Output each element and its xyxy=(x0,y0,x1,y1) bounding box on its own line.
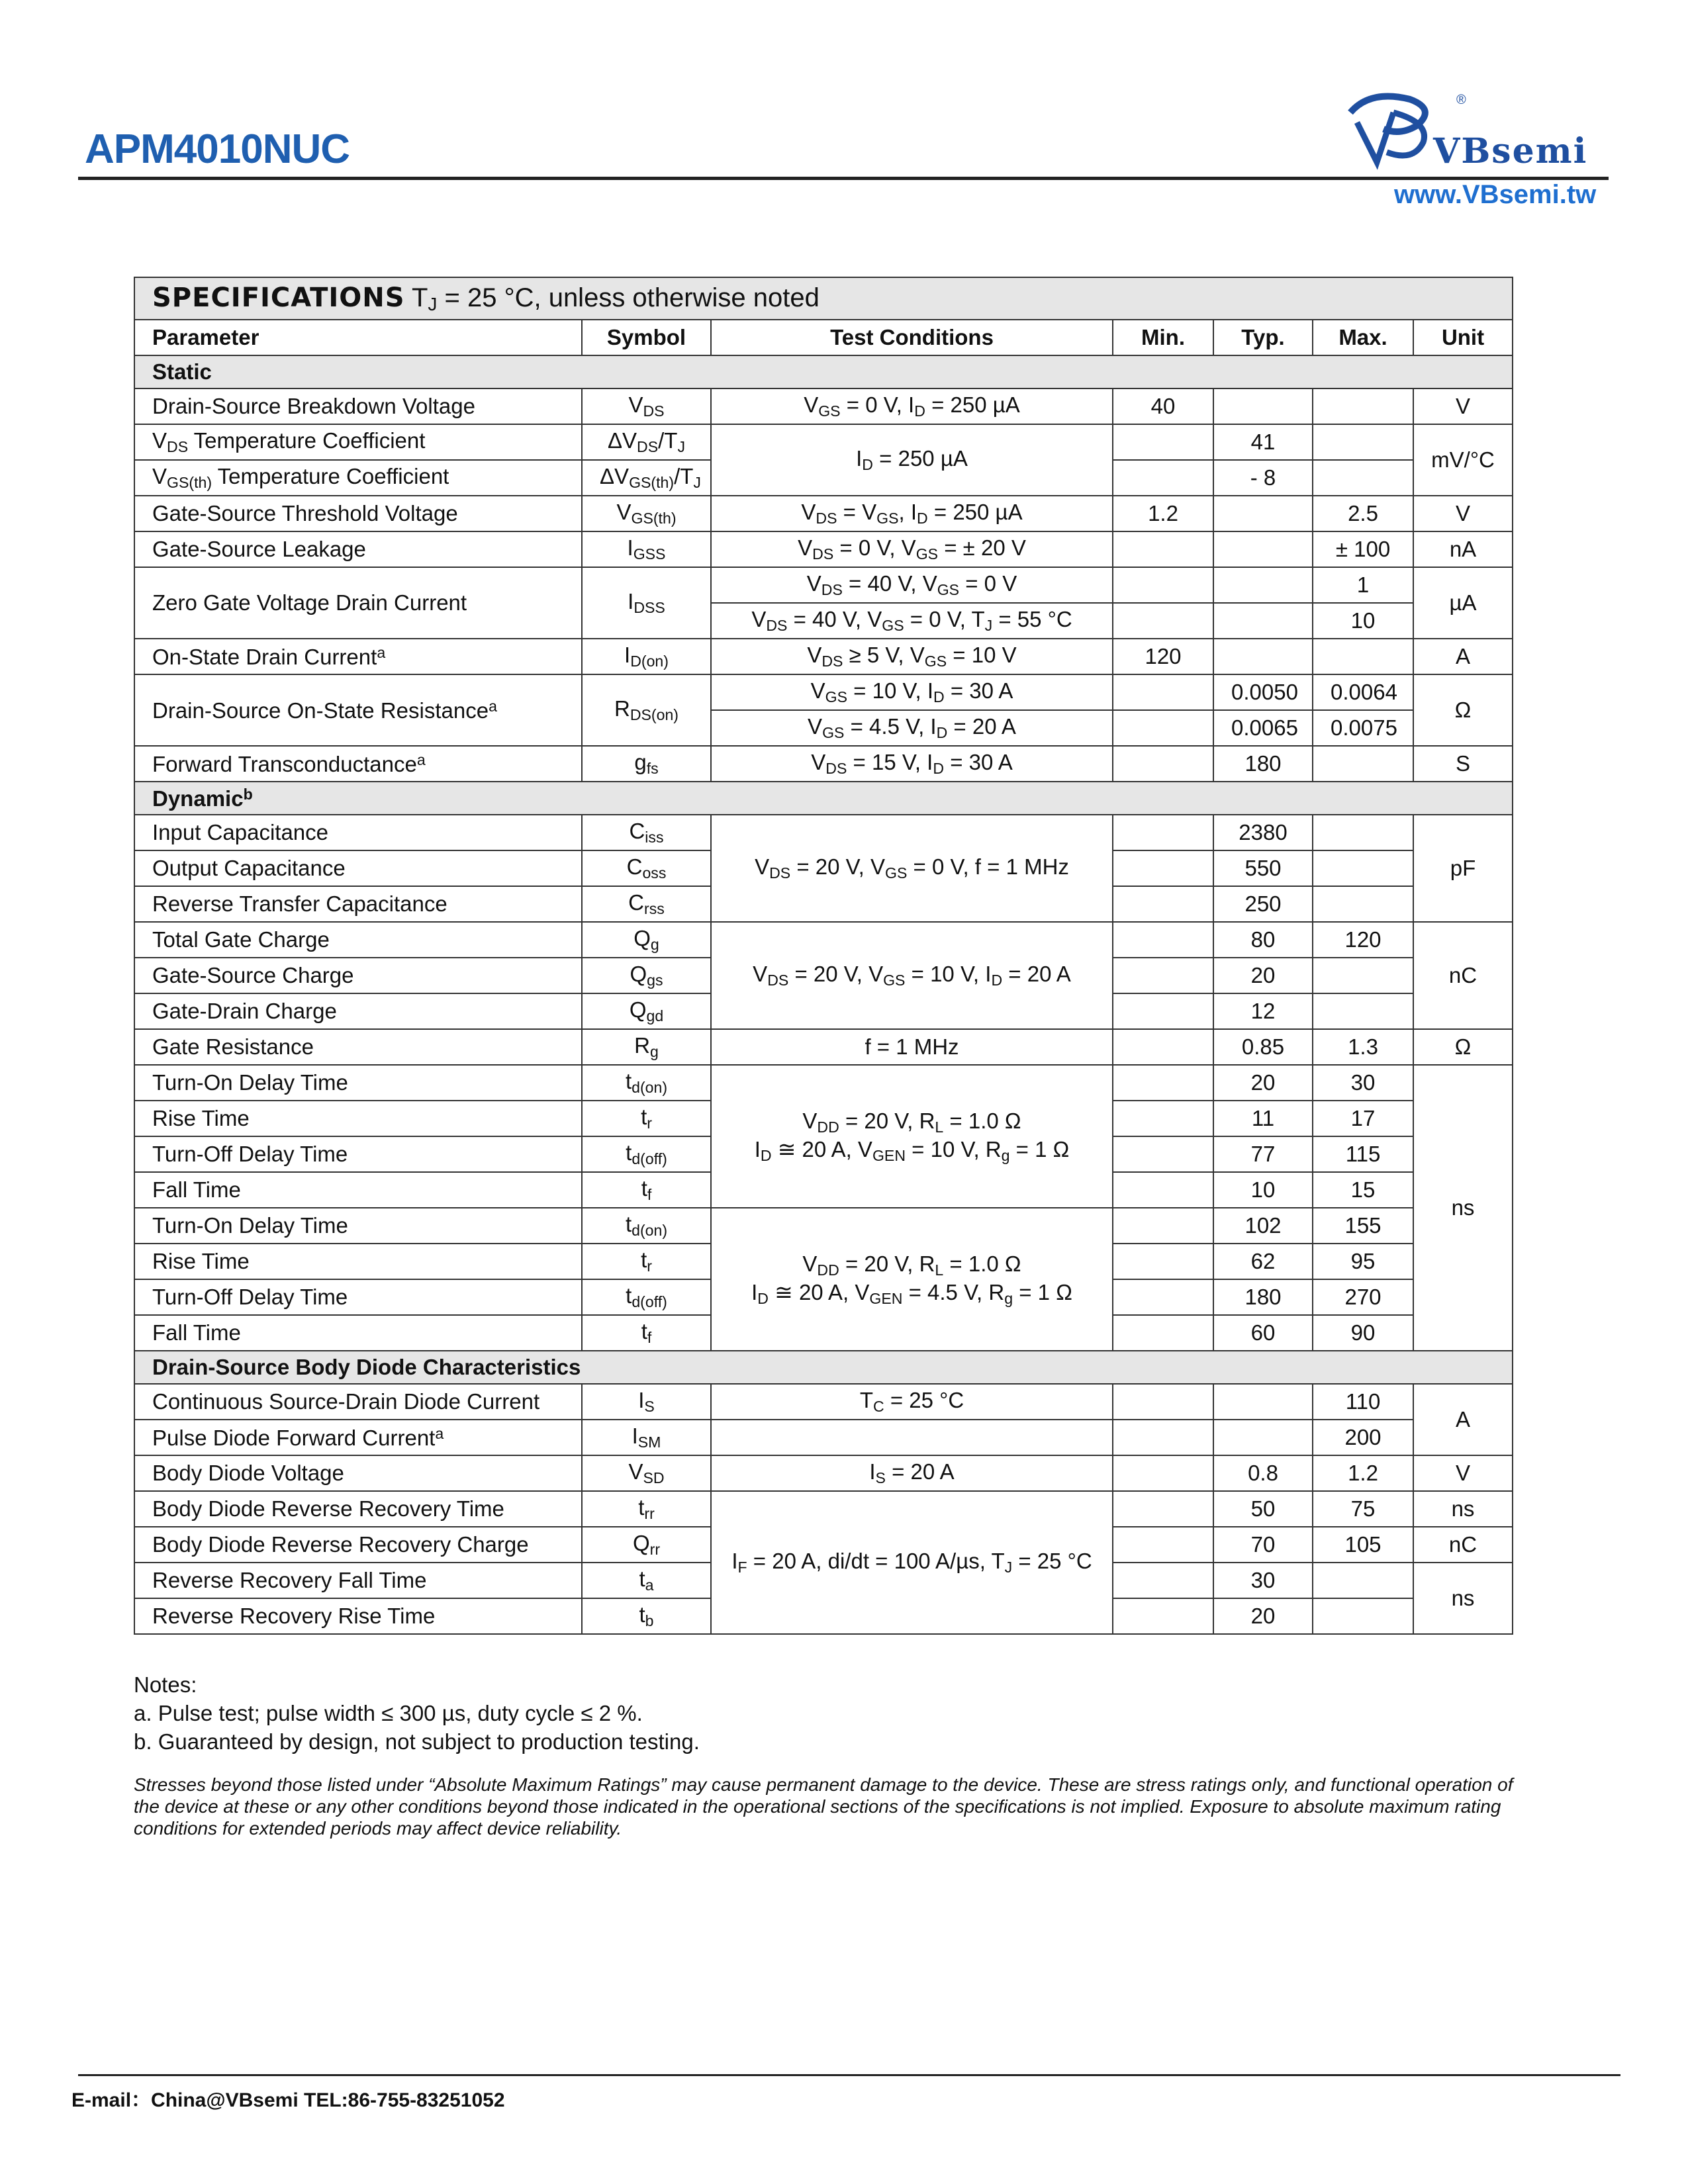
test-condition-cell: $V_{DS} = 15$ V, $I_D = 30$ A xyxy=(711,746,1113,782)
note-a: a. Pulse test; pulse width ≤ 300 µs, duty cycle ≤ 2 %. xyxy=(134,1701,643,1725)
typ-cell: 0.8 xyxy=(1213,1455,1313,1491)
min-cell xyxy=(1113,958,1213,993)
typ-cell xyxy=(1213,603,1313,639)
min-cell: 1.2 xyxy=(1113,496,1213,531)
test-condition-cell: $I_S = 20$ A xyxy=(711,1455,1113,1491)
parameter-cell: Gate-Drain Charge xyxy=(134,993,582,1029)
table-row xyxy=(134,496,1513,531)
symbol-cell: $I_{GSS}$ xyxy=(582,531,711,567)
min-cell xyxy=(1113,1527,1213,1563)
disclaimer: Stresses beyond those listed under “Absolute Maximum Ratings” may cause permanent damage to the device. These are stress ratings only, and functional operation of the device at these or any other conditions beyond those indicated in the operational sections of the specifications is not implied. Exposure to absolute maximum rating conditions for extended periods may affect device reliability. xyxy=(134,1774,1513,1839)
max-cell xyxy=(1313,460,1413,496)
symbol-cell: $t_{rr}$ xyxy=(582,1491,711,1527)
test-condition-cell xyxy=(711,1420,1113,1455)
min-cell xyxy=(1113,424,1213,460)
symbol-cell: $R_g$ xyxy=(582,1029,711,1065)
notes-heading: Notes: xyxy=(134,1672,197,1697)
test-condition-cell: f = 1 MHz xyxy=(711,1029,1113,1065)
unit-cell: Ω xyxy=(1413,674,1513,746)
min-cell xyxy=(1113,1101,1213,1136)
typ-cell: 10 xyxy=(1213,1172,1313,1208)
unit-cell: µA xyxy=(1413,567,1513,639)
table-row xyxy=(134,531,1513,567)
min-cell xyxy=(1113,531,1213,567)
symbol-cell: $t_{d(off)}$ xyxy=(582,1279,711,1315)
min-cell xyxy=(1113,1420,1213,1455)
symbol-cell: $Q_{gd}$ xyxy=(582,993,711,1029)
unit-cell: S xyxy=(1413,746,1513,782)
max-cell xyxy=(1313,958,1413,993)
typ-cell: 77 xyxy=(1213,1136,1313,1172)
parameter-cell: Turn-Off Delay Time xyxy=(134,1279,582,1315)
symbol-cell: $Q_{gs}$ xyxy=(582,958,711,993)
col-test-conditions: Test Conditions xyxy=(711,320,1113,355)
min-cell xyxy=(1113,1065,1213,1101)
section-static xyxy=(134,355,1513,388)
parameter-cell: Output Capacitance xyxy=(134,850,582,886)
parameter-cell: Body Diode Reverse Recovery Charge xyxy=(134,1527,582,1563)
min-cell xyxy=(1113,1172,1213,1208)
registered-mark: ® xyxy=(1456,93,1466,107)
spec-title-condition: $T_J = 25$ °C, unless otherwise noted xyxy=(411,283,820,314)
section-dynamic xyxy=(134,782,1513,815)
max-cell: 95 xyxy=(1313,1244,1413,1279)
parameter-cell: On-State Drain Current$^a$ xyxy=(134,639,582,674)
test-condition-cell: $T_C = 25$ °C xyxy=(711,1384,1113,1420)
unit-cell: ns xyxy=(1413,1065,1513,1351)
table-row xyxy=(134,424,1513,460)
spec-title xyxy=(134,277,1513,320)
parameter-cell: Rise Time xyxy=(134,1101,582,1136)
symbol-cell: $t_r$ xyxy=(582,1101,711,1136)
min-cell xyxy=(1113,922,1213,958)
parameter-cell: Gate-Source Leakage xyxy=(134,531,582,567)
symbol-cell: $Q_g$ xyxy=(582,922,711,958)
test-condition-cell: $V_{DS} = 0$ V, $V_{GS}$ = ± 20 V xyxy=(711,531,1113,567)
parameter-cell: Reverse Recovery Fall Time xyxy=(134,1563,582,1598)
specifications-table xyxy=(134,277,1513,1635)
unit-cell: mV/°C xyxy=(1413,424,1513,496)
unit-cell: V xyxy=(1413,388,1513,424)
max-cell: 15 xyxy=(1313,1172,1413,1208)
unit-cell: pF xyxy=(1413,815,1513,922)
symbol-cell: $R_{DS(on)}$ xyxy=(582,674,711,746)
min-cell xyxy=(1113,1563,1213,1598)
max-cell: 115 xyxy=(1313,1136,1413,1172)
typ-cell: 0.0050 xyxy=(1213,674,1313,710)
min-cell xyxy=(1113,674,1213,710)
test-condition-cell: $V_{DS} \ge 5$ V, $V_{GS} = 10$ V xyxy=(711,639,1113,674)
typ-cell: 70 xyxy=(1213,1527,1313,1563)
parameter-cell: Total Gate Charge xyxy=(134,922,582,958)
test-condition-cell: $V_{GS} = 0$ V, $I_D = 250$ µA xyxy=(711,388,1113,424)
test-condition-cell: $I_D = 250$ µA xyxy=(711,424,1113,496)
typ-cell xyxy=(1213,388,1313,424)
typ-cell xyxy=(1213,567,1313,603)
section-title: Drain-Source Body Diode Characteristics xyxy=(134,1351,1513,1384)
max-cell xyxy=(1313,1598,1413,1634)
max-cell xyxy=(1313,388,1413,424)
col-symbol: Symbol xyxy=(582,320,711,355)
max-cell: 90 xyxy=(1313,1315,1413,1351)
test-condition-cell: $V_{GS} = 10$ V, $I_D = 30$ A xyxy=(711,674,1113,710)
symbol-cell: $t_f$ xyxy=(582,1315,711,1351)
max-cell xyxy=(1313,424,1413,460)
max-cell xyxy=(1313,639,1413,674)
min-cell xyxy=(1113,1244,1213,1279)
table-row xyxy=(134,815,1513,850)
max-cell: 1.3 xyxy=(1313,1029,1413,1065)
typ-cell xyxy=(1213,1384,1313,1420)
parameter-cell: $V_{GS(th)}$ Temperature Coefficient xyxy=(134,460,582,496)
min-cell xyxy=(1113,993,1213,1029)
max-cell: 1 xyxy=(1313,567,1413,603)
table-row xyxy=(134,1455,1513,1491)
min-cell xyxy=(1113,460,1213,496)
typ-cell: 62 xyxy=(1213,1244,1313,1279)
max-cell: ± 100 xyxy=(1313,531,1413,567)
table-row xyxy=(134,388,1513,424)
typ-cell: - 8 xyxy=(1213,460,1313,496)
max-cell: 110 xyxy=(1313,1384,1413,1420)
min-cell xyxy=(1113,1384,1213,1420)
notes xyxy=(134,1670,700,1756)
symbol-cell: $t_{d(on)}$ xyxy=(582,1208,711,1244)
test-condition-cell: $V_{DD} = 20$ V, $R_L = 1.0$ Ω $I_D$ ≅ 20 A, $V_{GEN} = 10$ V, $R_g = 1$ Ω xyxy=(711,1065,1113,1208)
typ-cell: 30 xyxy=(1213,1563,1313,1598)
col-typ: Typ. xyxy=(1213,320,1313,355)
brand-name: VBsemi xyxy=(1433,131,1588,171)
symbol-cell: $I_{DSS}$ xyxy=(582,567,711,639)
max-cell: 120 xyxy=(1313,922,1413,958)
typ-cell: 20 xyxy=(1213,1598,1313,1634)
column-header-row xyxy=(134,320,1513,355)
unit-cell: A xyxy=(1413,1384,1513,1455)
typ-cell: 20 xyxy=(1213,1065,1313,1101)
parameter-cell: Reverse Transfer Capacitance xyxy=(134,886,582,922)
parameter-cell: Body Diode Voltage xyxy=(134,1455,582,1491)
min-cell xyxy=(1113,1029,1213,1065)
unit-cell: ns xyxy=(1413,1563,1513,1634)
table-row xyxy=(134,674,1513,710)
test-condition-cell: $V_{DS} = 40$ V, $V_{GS} = 0$ V xyxy=(711,567,1113,603)
footer-contact: E-mail：China@VBsemi TEL:86-755-83251052 xyxy=(71,2089,505,2111)
typ-cell: 0.0065 xyxy=(1213,710,1313,746)
test-condition-cell: $I_F = 20$ A, di/dt = 100 A/µs, $T_J = 25$ °C xyxy=(711,1491,1113,1634)
test-condition-cell: $V_{DS} = 40$ V, $V_{GS} = 0$ V, $T_J = 55$ °C xyxy=(711,603,1113,639)
symbol-cell: $C_{oss}$ xyxy=(582,850,711,886)
unit-cell: nC xyxy=(1413,922,1513,1029)
parameter-cell: Body Diode Reverse Recovery Time xyxy=(134,1491,582,1527)
symbol-cell: $C_{iss}$ xyxy=(582,815,711,850)
parameter-cell: Reverse Recovery Rise Time xyxy=(134,1598,582,1634)
min-cell xyxy=(1113,1491,1213,1527)
typ-cell xyxy=(1213,496,1313,531)
min-cell xyxy=(1113,746,1213,782)
max-cell: 0.0075 xyxy=(1313,710,1413,746)
parameter-cell: Input Capacitance xyxy=(134,815,582,850)
typ-cell: 20 xyxy=(1213,958,1313,993)
max-cell: 17 xyxy=(1313,1101,1413,1136)
test-condition-cell: $V_{DS} = 20$ V, $V_{GS} = 0$ V, f = 1 MHz xyxy=(711,815,1113,922)
footer-rule xyxy=(78,2074,1620,2076)
typ-cell: 12 xyxy=(1213,993,1313,1029)
min-cell xyxy=(1113,1315,1213,1351)
symbol-cell: $V_{GS(th)}$ xyxy=(582,496,711,531)
typ-cell: 550 xyxy=(1213,850,1313,886)
header-rule xyxy=(78,177,1609,180)
typ-cell: 180 xyxy=(1213,1279,1313,1315)
table-row xyxy=(134,1029,1513,1065)
parameter-cell: Gate-Source Threshold Voltage xyxy=(134,496,582,531)
typ-cell: 2380 xyxy=(1213,815,1313,850)
parameter-cell: Rise Time xyxy=(134,1244,582,1279)
section-title: Static xyxy=(134,355,1513,388)
min-cell xyxy=(1113,886,1213,922)
unit-cell: V xyxy=(1413,496,1513,531)
table-row xyxy=(134,922,1513,958)
min-cell xyxy=(1113,710,1213,746)
symbol-cell: $Q_{rr}$ xyxy=(582,1527,711,1563)
max-cell: 105 xyxy=(1313,1527,1413,1563)
symbol-cell: $\Delta V_{DS}/T_J$ xyxy=(582,424,711,460)
website-link[interactable]: www.VBsemi.tw xyxy=(1394,180,1597,209)
min-cell xyxy=(1113,850,1213,886)
vbsemi-logo xyxy=(1337,86,1615,172)
max-cell: 75 xyxy=(1313,1491,1413,1527)
vb-logo-icon xyxy=(1337,86,1443,172)
table-row xyxy=(134,1491,1513,1527)
test-condition-cell: $V_{DS} = 20$ V, $V_{GS} = 10$ V, $I_D = 20$ A xyxy=(711,922,1113,1029)
section-title xyxy=(134,782,1513,815)
test-condition-cell: $V_{DD} = 20$ V, $R_L = 1.0$ Ω $I_D$ ≅ 20 A, $V_{GEN} = 4.5$ V, $R_g = 1$ Ω xyxy=(711,1208,1113,1351)
parameter-cell: Turn-Off Delay Time xyxy=(134,1136,582,1172)
max-cell xyxy=(1313,1563,1413,1598)
symbol-cell: $t_a$ xyxy=(582,1563,711,1598)
col-parameter: Parameter xyxy=(134,320,582,355)
min-cell xyxy=(1113,1598,1213,1634)
parameter-cell: Drain-Source On-State Resistance$^a$ xyxy=(134,674,582,746)
typ-cell: 50 xyxy=(1213,1491,1313,1527)
typ-cell: 80 xyxy=(1213,922,1313,958)
max-cell: 1.2 xyxy=(1313,1455,1413,1491)
max-cell: 155 xyxy=(1313,1208,1413,1244)
typ-cell: 180 xyxy=(1213,746,1313,782)
min-cell xyxy=(1113,1279,1213,1315)
section-body-diode xyxy=(134,1351,1513,1384)
symbol-cell: $\Delta V_{GS(th)}/T_J$ xyxy=(582,460,711,496)
parameter-cell: Drain-Source Breakdown Voltage xyxy=(134,388,582,424)
symbol-cell: $t_{d(on)}$ xyxy=(582,1065,711,1101)
symbol-cell: $V_{DS}$ xyxy=(582,388,711,424)
section-dynamic-note: b xyxy=(243,785,253,803)
symbol-cell: $C_{rss}$ xyxy=(582,886,711,922)
parameter-cell: Fall Time xyxy=(134,1172,582,1208)
test-condition-cell: $V_{GS} = 4.5$ V, $I_D = 20$ A xyxy=(711,710,1113,746)
table-row xyxy=(134,1420,1513,1455)
table-row xyxy=(134,746,1513,782)
typ-cell: 250 xyxy=(1213,886,1313,922)
parameter-cell: Gate Resistance xyxy=(134,1029,582,1065)
symbol-cell: $I_S$ xyxy=(582,1384,711,1420)
min-cell xyxy=(1113,567,1213,603)
unit-cell: Ω xyxy=(1413,1029,1513,1065)
min-cell xyxy=(1113,815,1213,850)
symbol-cell: $t_f$ xyxy=(582,1172,711,1208)
max-cell: 2.5 xyxy=(1313,496,1413,531)
parameter-cell: Turn-On Delay Time xyxy=(134,1065,582,1101)
parameter-cell: Zero Gate Voltage Drain Current xyxy=(134,567,582,639)
typ-cell xyxy=(1213,1420,1313,1455)
max-cell xyxy=(1313,815,1413,850)
min-cell xyxy=(1113,1136,1213,1172)
max-cell: 200 xyxy=(1313,1420,1413,1455)
symbol-cell: $t_b$ xyxy=(582,1598,711,1634)
unit-cell: A xyxy=(1413,639,1513,674)
table-row xyxy=(134,1208,1513,1244)
spec-title-row xyxy=(134,277,1513,320)
table-row xyxy=(134,567,1513,603)
test-condition-cell: $V_{DS} = V_{GS}$, $I_D = 250$ µA xyxy=(711,496,1113,531)
parameter-cell: Pulse Diode Forward Current$^a$ xyxy=(134,1420,582,1455)
typ-cell: 60 xyxy=(1213,1315,1313,1351)
note-b: b. Guaranteed by design, not subject to production testing. xyxy=(134,1729,700,1754)
symbol-cell: $g_{fs}$ xyxy=(582,746,711,782)
unit-cell: ns xyxy=(1413,1491,1513,1527)
symbol-cell: $I_{D(on)}$ xyxy=(582,639,711,674)
min-cell: 40 xyxy=(1113,388,1213,424)
symbol-cell: $t_r$ xyxy=(582,1244,711,1279)
min-cell xyxy=(1113,1208,1213,1244)
max-cell xyxy=(1313,850,1413,886)
part-number: APM4010NUC xyxy=(85,126,350,172)
max-cell: 30 xyxy=(1313,1065,1413,1101)
parameter-cell: $V_{DS}$ Temperature Coefficient xyxy=(134,424,582,460)
parameter-cell: Fall Time xyxy=(134,1315,582,1351)
typ-cell xyxy=(1213,531,1313,567)
parameter-cell: Gate-Source Charge xyxy=(134,958,582,993)
spec-title-label: SPECIFICATIONS xyxy=(152,282,405,313)
max-cell: 0.0064 xyxy=(1313,674,1413,710)
unit-cell: nA xyxy=(1413,531,1513,567)
unit-cell: nC xyxy=(1413,1527,1513,1563)
typ-cell: 0.85 xyxy=(1213,1029,1313,1065)
max-cell xyxy=(1313,993,1413,1029)
symbol-cell: $t_{d(off)}$ xyxy=(582,1136,711,1172)
table-row xyxy=(134,1065,1513,1101)
unit-cell: V xyxy=(1413,1455,1513,1491)
typ-cell: 41 xyxy=(1213,424,1313,460)
symbol-cell: $I_{SM}$ xyxy=(582,1420,711,1455)
typ-cell xyxy=(1213,639,1313,674)
max-cell: 10 xyxy=(1313,603,1413,639)
col-max: Max. xyxy=(1313,320,1413,355)
min-cell: 120 xyxy=(1113,639,1213,674)
parameter-cell: Turn-On Delay Time xyxy=(134,1208,582,1244)
parameter-cell: Forward Transconductance$^a$ xyxy=(134,746,582,782)
typ-cell: 102 xyxy=(1213,1208,1313,1244)
parameter-cell: Continuous Source-Drain Diode Current xyxy=(134,1384,582,1420)
max-cell xyxy=(1313,746,1413,782)
table-row xyxy=(134,1384,1513,1420)
min-cell xyxy=(1113,1455,1213,1491)
col-min: Min. xyxy=(1113,320,1213,355)
max-cell: 270 xyxy=(1313,1279,1413,1315)
typ-cell: 11 xyxy=(1213,1101,1313,1136)
col-unit: Unit xyxy=(1413,320,1513,355)
symbol-cell: $V_{SD}$ xyxy=(582,1455,711,1491)
max-cell xyxy=(1313,886,1413,922)
min-cell xyxy=(1113,603,1213,639)
section-dynamic-label: Dynamic xyxy=(152,786,244,811)
table-row xyxy=(134,639,1513,674)
